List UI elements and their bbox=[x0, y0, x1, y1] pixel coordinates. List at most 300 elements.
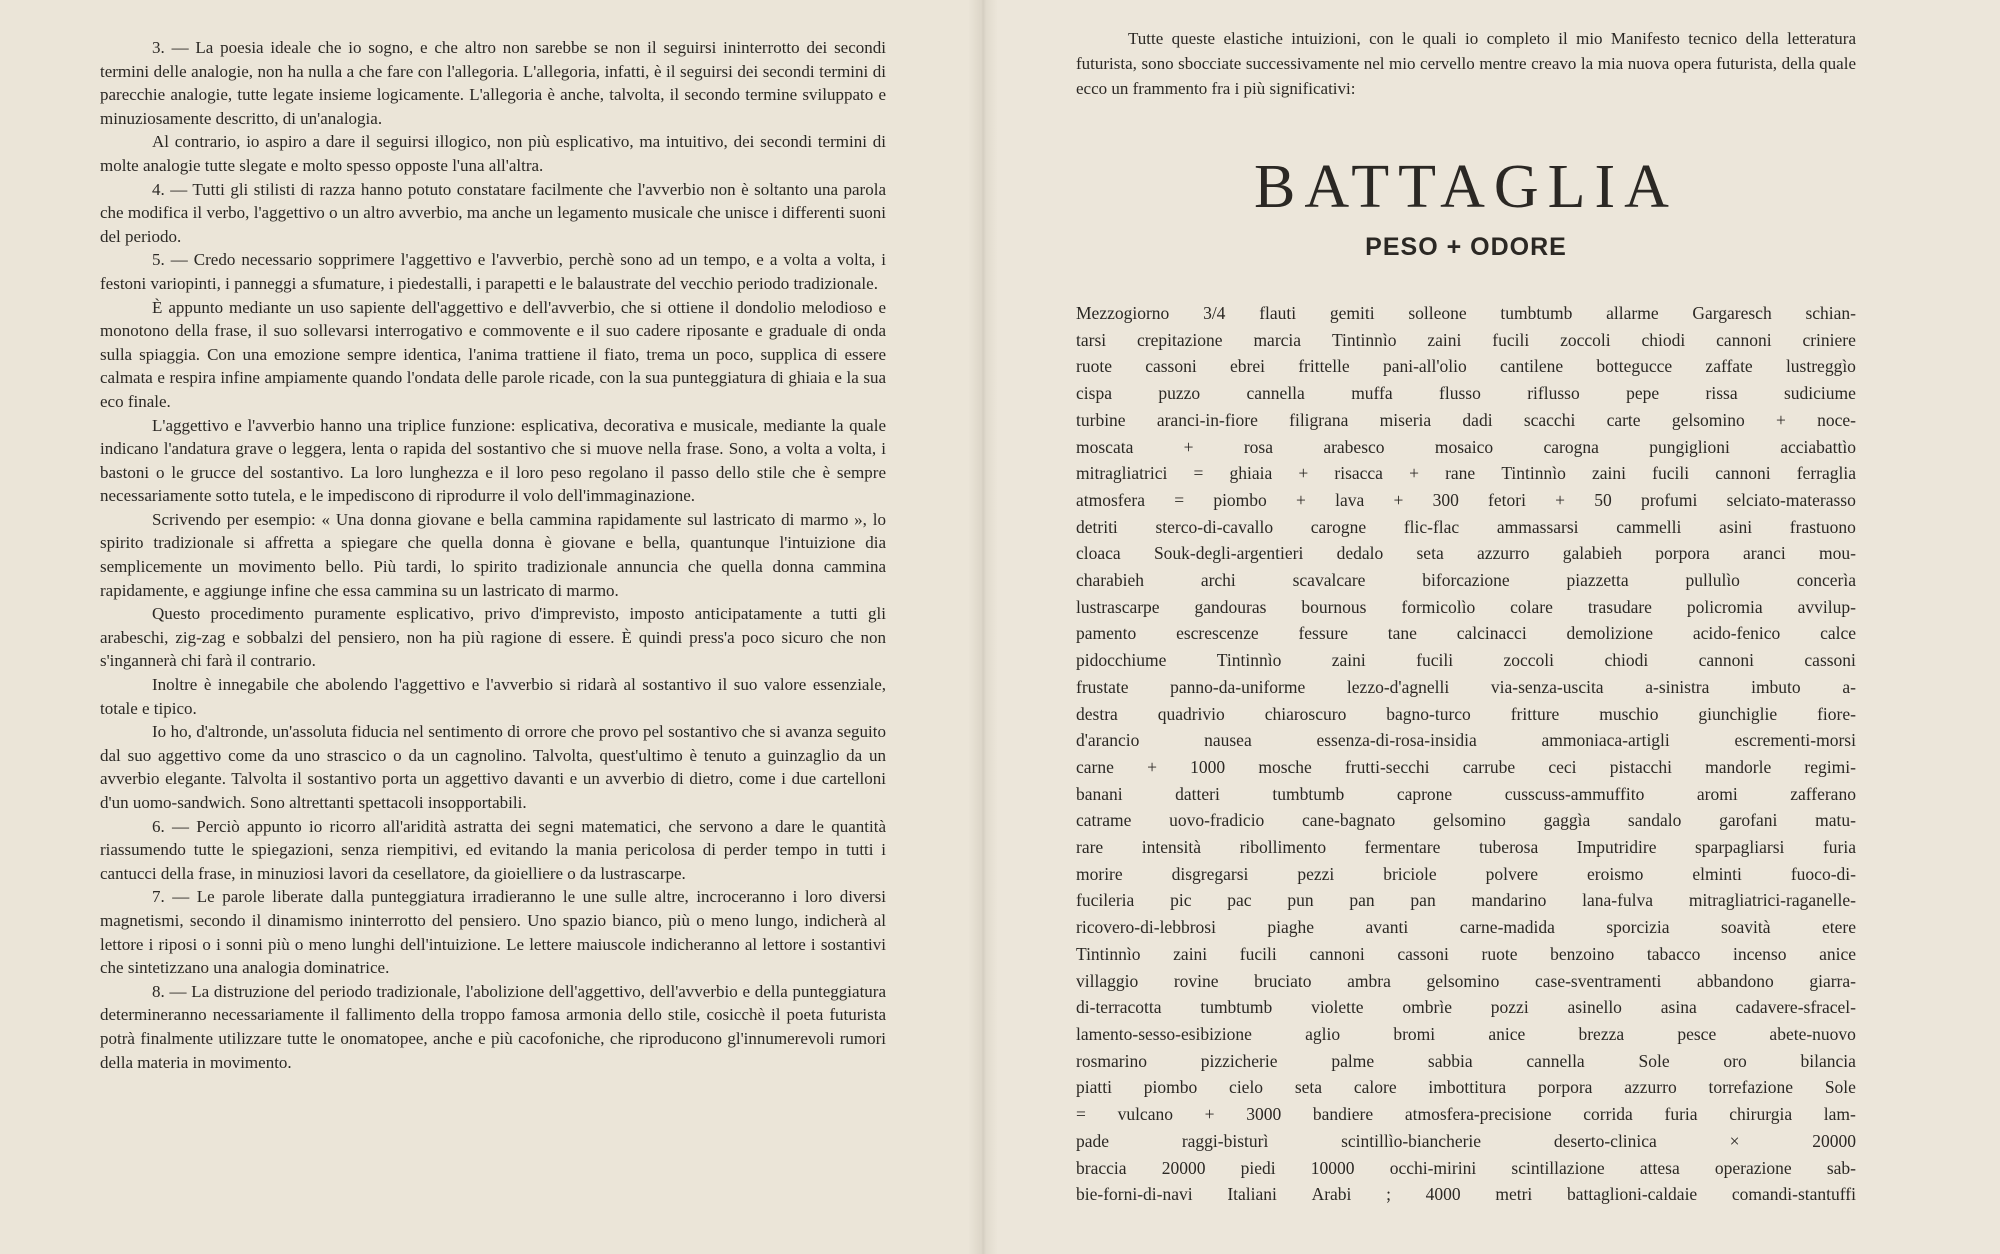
poem-word: pullulìo bbox=[1685, 570, 1740, 591]
poem-word: fermentare bbox=[1364, 837, 1441, 858]
poem-word: asina bbox=[1660, 997, 1697, 1018]
poem-subtitle: PESO + ODORE bbox=[1365, 233, 1567, 261]
poem-word: operazione bbox=[1714, 1157, 1792, 1178]
poem-word: lam- bbox=[1823, 1104, 1856, 1125]
poem-word: piedi bbox=[1240, 1157, 1276, 1178]
poem-word: zaini bbox=[1173, 943, 1208, 964]
poem-word: via-senza-uscita bbox=[1490, 676, 1604, 697]
poem-line bbox=[1076, 514, 1856, 541]
poem-word: marcia bbox=[1253, 329, 1302, 350]
poem-word: noce- bbox=[1817, 409, 1856, 430]
poem-word: azzurro bbox=[1624, 1077, 1677, 1098]
poem-word: cannoni bbox=[1715, 463, 1771, 484]
poem-word: carogne bbox=[1310, 516, 1367, 537]
poem-word: fessure bbox=[1298, 623, 1348, 644]
poem-word: incenso bbox=[1732, 943, 1787, 964]
poem-word: chirurgia bbox=[1729, 1104, 1793, 1125]
poem-line bbox=[1076, 941, 1856, 968]
poem-word: pidocchiume bbox=[1076, 650, 1167, 671]
poem-word: asinello bbox=[1567, 997, 1622, 1018]
poem-word: acciabattìo bbox=[1780, 436, 1856, 457]
poem-word: polvere bbox=[1485, 863, 1539, 884]
poem-line bbox=[1076, 861, 1856, 888]
poem-word: 300 bbox=[1432, 489, 1459, 510]
paragraph: Inoltre è innegabile che abolendo l'aggettivo e l'avverbio si ridarà al sostantivo il suo valore essenziale, totale e tipico. bbox=[100, 675, 886, 718]
poem-word: etere bbox=[1821, 917, 1856, 938]
poem-line bbox=[1076, 807, 1856, 834]
poem-word: piaghe bbox=[1267, 917, 1315, 938]
poem-word: vulcano bbox=[1117, 1104, 1173, 1125]
poem-word: uovo-fradicio bbox=[1169, 810, 1265, 831]
poem-word: demolizione bbox=[1566, 623, 1654, 644]
poem-line bbox=[1076, 1155, 1856, 1182]
poem-word: piombo bbox=[1213, 489, 1267, 510]
poem-word: 50 bbox=[1594, 489, 1612, 510]
poem-word: pamento bbox=[1076, 623, 1137, 644]
poem-word: acido-fenico bbox=[1692, 623, 1781, 644]
poem-word: mitragliatrici-raganelle- bbox=[1688, 890, 1856, 911]
poem-word: + bbox=[1204, 1104, 1215, 1125]
poem-word: Gargaresch bbox=[1692, 303, 1772, 323]
poem-word: Tintinnìo bbox=[1076, 943, 1141, 964]
poem-word: Sole bbox=[1824, 1077, 1856, 1098]
poem-line bbox=[1076, 1021, 1856, 1048]
poem-word: ; bbox=[1386, 1184, 1391, 1205]
poem-word: bandiere bbox=[1312, 1104, 1374, 1125]
poem-word: attesa bbox=[1639, 1157, 1680, 1178]
poem-word: zaini bbox=[1331, 650, 1366, 671]
poem-word: rovine bbox=[1173, 970, 1219, 991]
poem-word: pun bbox=[1287, 890, 1314, 911]
poem-word: piatti bbox=[1076, 1077, 1112, 1098]
poem-word: occhi-mirini bbox=[1389, 1157, 1477, 1178]
paragraph: Scrivendo per esempio: « Una donna giovane e bella cammina rapidamente sul lastricato di marmo », lo spirito tradizionale si affretta a spiegare che quella donna è giovane e bella, quantunque l'intuizione dia semplicemente un movimento bello. Più tardi, lo spirito tradizionale annuncia che quella donna cammina rapidamente, e aggiunge infine che essa cammina su un lastricato di marmo. bbox=[100, 509, 886, 600]
poem-word: tarsi bbox=[1076, 329, 1107, 350]
paragraph: 7. — Le parole liberate dalla punteggiatura irradieranno le une sulle altre, incroceranno i loro diversi magnetismi, secondo il dinamismo ininterrotto del pensiero. Uno spazio bianco, più o meno lungo, indicherà al lettore i riposi o i sonni più o meno lunghi dell'intuizione. Le lettere maiuscole indicheranno al lettore i sostantivi che sintetizzano una analogia dominatrice. bbox=[100, 887, 886, 978]
paragraph: È appunto mediante un uso sapiente dell'aggettivo e dell'avverbio, che si ottiene il dondolio melodioso e monotono della frase, il suo sollevarsi interrogativo e commovente e il suo cadere riposante e graduale di onda sulla spiaggia. Con una emozione sempre identica, l'anima trattiene il fiato, trema un poco, supplica di essere calmata e respira infine ampiamente quando l'ondata delle parole ricade, con la sua punteggiatura di ghiaia e la sua eco finale. bbox=[100, 297, 886, 411]
poem-word: Tintinnìo bbox=[1216, 650, 1282, 671]
poem-word: carte bbox=[1606, 409, 1641, 430]
poem-word: anice bbox=[1819, 943, 1856, 964]
poem-word: Italiani bbox=[1227, 1184, 1277, 1205]
poem-word: pepe bbox=[1626, 383, 1660, 404]
poem-line bbox=[1076, 434, 1856, 461]
poem-word: calce bbox=[1820, 623, 1856, 644]
poem-word: azzurro bbox=[1476, 543, 1530, 564]
poem-word: pizzicherie bbox=[1200, 1050, 1278, 1071]
poem-word: schian- bbox=[1805, 303, 1856, 323]
poem-word: charabieh bbox=[1076, 570, 1145, 591]
poem-word: trasudare bbox=[1587, 596, 1652, 617]
poem-word: crepitazione bbox=[1137, 329, 1223, 350]
poem-word: bottegucce bbox=[1596, 356, 1673, 377]
poem-word: deserto-clinica bbox=[1553, 1130, 1657, 1151]
poem-word: sparpagliarsi bbox=[1695, 837, 1785, 858]
poem-word: pani-all'olio bbox=[1382, 356, 1467, 377]
poem-line bbox=[1076, 567, 1856, 594]
poem-word: cispa bbox=[1076, 383, 1112, 404]
poem-word: gandouras bbox=[1194, 596, 1267, 617]
poem-word: allarme bbox=[1606, 303, 1659, 323]
poem-word: abbandono bbox=[1696, 970, 1774, 991]
poem-word: lamento-sesso-esibizione bbox=[1076, 1023, 1252, 1044]
poem-word: chiaroscuro bbox=[1264, 703, 1347, 724]
poem-word: quadrivio bbox=[1157, 703, 1225, 724]
poem-word: carrube bbox=[1462, 756, 1516, 777]
poem-word: 4000 bbox=[1425, 1184, 1461, 1205]
poem-word: matu- bbox=[1815, 810, 1856, 831]
poem-line bbox=[1076, 1074, 1856, 1101]
poem-word: + bbox=[1409, 463, 1419, 484]
poem-word: morire bbox=[1076, 863, 1123, 884]
poem-word: aglio bbox=[1305, 1023, 1341, 1044]
poem-word: tumbtumb bbox=[1272, 783, 1345, 804]
poem-word: destra bbox=[1076, 703, 1118, 724]
poem-word: fucili bbox=[1492, 329, 1530, 350]
poem-word: Mezzogiorno bbox=[1076, 303, 1170, 323]
poem-word: raggi-bisturì bbox=[1181, 1130, 1269, 1151]
poem-word: flusso bbox=[1439, 383, 1481, 404]
poem-word: colare bbox=[1510, 596, 1553, 617]
poem-word: comandi-stantuffi bbox=[1731, 1184, 1856, 1205]
poem-word: aranci-in-fiore bbox=[1156, 409, 1258, 430]
page-gutter bbox=[968, 0, 998, 1254]
paragraph: 5. — Credo necessario sopprimere l'aggettivo e l'avverbio, perchè sono ad un tempo, e a volta a volta, i festoni variopinti, i panneggi a sfumature, i piedestalli, i parapetti e le balaustrate del vecchio periodo tradizionale. bbox=[100, 250, 886, 293]
poem-word: cannoni bbox=[1309, 943, 1365, 964]
poem-word: disgregarsi bbox=[1171, 863, 1249, 884]
poem-line bbox=[1076, 647, 1856, 674]
poem-word: sudiciume bbox=[1783, 383, 1856, 404]
poem-word: mitragliatrici bbox=[1076, 463, 1168, 484]
poem-line bbox=[1076, 407, 1856, 434]
poem-word: scintillìo-biancherie bbox=[1341, 1130, 1482, 1151]
poem-word: zoccoli bbox=[1503, 650, 1555, 671]
poem-word: giunchiglie bbox=[1698, 703, 1778, 724]
right-text-column bbox=[1076, 26, 1856, 1208]
poem-word: carogna bbox=[1543, 436, 1599, 457]
poem-word: scavalcare bbox=[1292, 570, 1366, 591]
poem-word: dedalo bbox=[1336, 543, 1384, 564]
poem-word: flauti bbox=[1259, 303, 1297, 323]
poem-word: zaffate bbox=[1705, 356, 1753, 377]
poem-word: a- bbox=[1842, 676, 1856, 697]
left-text-column bbox=[100, 36, 886, 1074]
poem-word: di-terracotta bbox=[1076, 997, 1162, 1018]
poem-word: tane bbox=[1387, 623, 1417, 644]
poem-word: fucili bbox=[1239, 943, 1277, 964]
poem-word: cantilene bbox=[1500, 356, 1564, 377]
poem-word: 3000 bbox=[1246, 1104, 1282, 1125]
poem-word: rane bbox=[1445, 463, 1476, 484]
left-page bbox=[0, 0, 980, 1254]
poem-word: scintillazione bbox=[1511, 1157, 1605, 1178]
poem-word: turbine bbox=[1076, 409, 1126, 430]
poem-word: galabieh bbox=[1562, 543, 1622, 564]
poem-word: escrementi-morsi bbox=[1734, 730, 1856, 751]
paragraph: 6. — Perciò appunto io ricorro all'aridità astratta dei segni matematici, che servono a dare le quantità riassumendo tutte le spiegazioni, senza riempitivi, ed evitando la mania pericolosa di perder tempo in tutti i cantucci della frase, in minuziosi lavori da cesellatore, da gioielliere o da lustrascarpe. bbox=[100, 816, 886, 883]
poem-word: lana-fulva bbox=[1582, 890, 1654, 911]
poem-word: detriti bbox=[1076, 516, 1118, 537]
poem-word: atmosfera bbox=[1076, 489, 1145, 510]
poem-word: Sole bbox=[1638, 1050, 1670, 1071]
poem-word: cusscuss-ammuffito bbox=[1504, 783, 1645, 804]
paragraph: Io ho, d'altronde, un'assoluta fiducia nel sentimento di orrore che provo pel sostantivo che si avanza seguito dal suo aggettivo come da uno strascico o da un cagnolino. Talvolta, quest'ultimo è tenuto a guinzaglio da un avverbio elegante. Talvolta il sostantivo porta un aggettivo davanti e un avverbio di dietro, come i due cartelloni d'un uomo-sandwich. Sono altrettanti spettacoli insopportabili. bbox=[100, 722, 886, 812]
poem-line bbox=[1076, 701, 1856, 728]
poem-word: muffa bbox=[1351, 383, 1393, 404]
poem-word: arabesco bbox=[1323, 436, 1385, 457]
poem-word: calore bbox=[1353, 1077, 1397, 1098]
poem-word: aromi bbox=[1696, 783, 1738, 804]
poem-line bbox=[1076, 1128, 1856, 1155]
poem-word: + bbox=[1147, 756, 1157, 777]
poem-word: furia bbox=[1664, 1104, 1698, 1125]
poem-word: aranci bbox=[1742, 543, 1786, 564]
poem-word: mosaico bbox=[1434, 436, 1494, 457]
paragraph: 4. — Tutti gli stilisti di razza hanno potuto constatare facilmente che l'avverbio non è soltanto una parola che modifica il verbo, l'aggettivo o un altro avverbio, ma anche un legamento musicale che unisce i differenti suoni del periodo. bbox=[100, 179, 886, 246]
poem-word: gaggìa bbox=[1543, 810, 1591, 831]
poem-word: chiodi bbox=[1604, 650, 1649, 671]
poem-word: eroismo bbox=[1587, 863, 1644, 884]
poem-word: + bbox=[1298, 463, 1309, 484]
poem-word: cielo bbox=[1229, 1077, 1264, 1098]
poem-word: fuoco-di- bbox=[1790, 863, 1856, 884]
poem-word: banani bbox=[1076, 783, 1123, 804]
paragraph: 3. — La poesia ideale che io sogno, e che altro non sarebbe se non il seguirsi ininterrotto dei secondi termini delle analogie, non ha nulla a che fare con l'allegoria. L'allegoria, infatti, è il seguirsi dei secondi termini di parecchie analogie, tutte legate insieme logicamente. L'allegoria è anche, talvolta, il secondo termine sviluppato e minuziosamente descritto, di un'analogia. bbox=[100, 38, 886, 128]
poem-body bbox=[1076, 300, 1856, 1208]
poem-word: ceci bbox=[1548, 756, 1577, 777]
poem-word: case-sventramenti bbox=[1534, 970, 1662, 991]
paragraph: Al contrario, io aspiro a dare il seguirsi illogico, non più esplicativo, ma intuitivo, dei secondi termini di molte analogie tutte slegate e molto spesso opposte l'una all'altra. bbox=[100, 132, 886, 175]
poem-word: d'arancio bbox=[1076, 730, 1140, 751]
poem-word: imbottitura bbox=[1428, 1077, 1507, 1098]
poem-word: pesce bbox=[1677, 1023, 1717, 1044]
poem-word: ebrei bbox=[1229, 356, 1265, 377]
poem-word: essenza-di-rosa-insidia bbox=[1316, 730, 1477, 751]
poem-word: villaggio bbox=[1076, 970, 1139, 991]
poem-word: mandorle bbox=[1705, 756, 1772, 777]
poem-word: piazzetta bbox=[1566, 570, 1629, 591]
poem-word: riflusso bbox=[1527, 383, 1580, 404]
poem-word: 1000 bbox=[1190, 756, 1226, 777]
poem-word: metri bbox=[1495, 1184, 1533, 1205]
poem-word: dadi bbox=[1462, 409, 1493, 430]
poem-word: piombo bbox=[1143, 1077, 1198, 1098]
poem-word: ribollimento bbox=[1239, 837, 1327, 858]
poem-word: + bbox=[1183, 436, 1194, 457]
poem-word: lezzo-d'agnelli bbox=[1346, 676, 1450, 697]
poem-word: catrame bbox=[1076, 810, 1132, 831]
poem-word: zoccoli bbox=[1560, 329, 1611, 350]
poem-word: a-sinistra bbox=[1645, 676, 1710, 697]
poem-word: cane-bagnato bbox=[1302, 810, 1396, 831]
poem-word: cassoni bbox=[1397, 943, 1449, 964]
poem-word: + bbox=[1775, 409, 1786, 430]
poem-word: mandarino bbox=[1471, 890, 1547, 911]
poem-word: tumbtumb bbox=[1200, 997, 1273, 1018]
poem-word: lava bbox=[1335, 489, 1365, 510]
poem-word: datteri bbox=[1175, 783, 1220, 804]
poem-word: ruote bbox=[1481, 943, 1518, 964]
poem-word: pic bbox=[1170, 890, 1192, 911]
poem-word: ghiaia bbox=[1229, 463, 1273, 484]
poem-word: Arabi bbox=[1311, 1184, 1352, 1205]
poem-word: fucili bbox=[1652, 463, 1690, 484]
poem-word: 3/4 bbox=[1203, 303, 1226, 323]
poem-line bbox=[1076, 540, 1856, 567]
poem-word: archi bbox=[1200, 570, 1236, 591]
poem-word: pistacchi bbox=[1609, 756, 1672, 777]
poem-word: zafferano bbox=[1790, 783, 1856, 804]
poem-word: ammoniaca-artigli bbox=[1541, 730, 1670, 751]
poem-line bbox=[1076, 674, 1856, 701]
poem-word: ombrìe bbox=[1402, 997, 1452, 1018]
poem-word: briciole bbox=[1383, 863, 1437, 884]
poem-line bbox=[1076, 1181, 1856, 1208]
poem-word: pan bbox=[1410, 890, 1436, 911]
poem-word: garofani bbox=[1719, 810, 1778, 831]
poem-word: elminti bbox=[1692, 863, 1742, 884]
poem-word: bie-forni-di-navi bbox=[1076, 1184, 1193, 1205]
poem-word: sandalo bbox=[1627, 810, 1682, 831]
poem-word: violette bbox=[1311, 997, 1364, 1018]
poem-word: lustreggìo bbox=[1785, 356, 1856, 377]
poem-line bbox=[1076, 380, 1856, 407]
poem-word: = bbox=[1174, 489, 1185, 510]
poem-word: battaglioni-caldaie bbox=[1566, 1184, 1698, 1205]
poem-word: flic-flac bbox=[1403, 516, 1460, 537]
poem-word: soavità bbox=[1720, 917, 1771, 938]
poem-word: rare bbox=[1076, 837, 1104, 858]
poem-line bbox=[1076, 327, 1856, 354]
poem-word: formicolìo bbox=[1401, 596, 1476, 617]
poem-word: muschio bbox=[1599, 703, 1659, 724]
poem-word: 20000 bbox=[1161, 1157, 1206, 1178]
poem-word: pade bbox=[1076, 1130, 1110, 1151]
poem-word: tumbtumb bbox=[1500, 303, 1573, 323]
poem-word: fetori bbox=[1488, 489, 1526, 510]
poem-word: carne-madida bbox=[1459, 917, 1555, 938]
poem-word: scacchi bbox=[1523, 409, 1576, 430]
poem-line bbox=[1076, 781, 1856, 808]
poem-word: giarra- bbox=[1809, 970, 1856, 991]
poem-title: BATTAGLIA bbox=[1254, 153, 1678, 221]
poem-line bbox=[1076, 594, 1856, 621]
poem-word: cannella bbox=[1526, 1050, 1585, 1071]
poem-word: fiore- bbox=[1817, 703, 1856, 724]
poem-word: pungiglioni bbox=[1649, 436, 1730, 457]
poem-word: rosa bbox=[1243, 436, 1273, 457]
poem-word: × bbox=[1729, 1130, 1740, 1151]
poem-word: cloaca bbox=[1076, 543, 1121, 564]
poem-word: + bbox=[1393, 489, 1404, 510]
poem-word: filigrana bbox=[1289, 409, 1349, 430]
intro-paragraph: Tutte queste elastiche intuizioni, con le quali io completo il mio Manifesto tecnico della letteratura futurista, sono sbocciate successivamente nel mio cervello mentre creavo la mia nuova opera futurista, della quale ecco un frammento fra i più significativi: bbox=[1076, 29, 1856, 98]
poem-word: sabbia bbox=[1427, 1050, 1473, 1071]
poem-word: miseria bbox=[1379, 409, 1432, 430]
poem-word: calcinacci bbox=[1456, 623, 1527, 644]
poem-word: abete-nuovo bbox=[1769, 1023, 1856, 1044]
poem-word: ricovero-di-lebbrosi bbox=[1076, 917, 1216, 938]
poem-word: seta bbox=[1416, 543, 1444, 564]
poem-word: = bbox=[1076, 1104, 1086, 1125]
poem-word: risacca bbox=[1334, 463, 1383, 484]
poem-word: 20000 bbox=[1812, 1130, 1856, 1151]
poem-word: frustate bbox=[1076, 676, 1129, 697]
poem-word: atmosfera-precisione bbox=[1404, 1104, 1552, 1125]
poem-word: gelsomino bbox=[1671, 409, 1745, 430]
poem-word: chiodi bbox=[1641, 329, 1686, 350]
poem-word: ruote bbox=[1076, 356, 1112, 377]
poem-word: avanti bbox=[1365, 917, 1409, 938]
poem-line bbox=[1076, 727, 1856, 754]
poem-line bbox=[1076, 620, 1856, 647]
poem-word: escrescenze bbox=[1176, 623, 1259, 644]
poem-word: tabacco bbox=[1646, 943, 1701, 964]
poem-word: palme bbox=[1331, 1050, 1375, 1071]
poem-line bbox=[1076, 1048, 1856, 1075]
poem-line bbox=[1076, 914, 1856, 941]
poem-word: zaini bbox=[1591, 463, 1626, 484]
poem-line bbox=[1076, 1101, 1856, 1128]
poem-word: fucileria bbox=[1076, 890, 1135, 911]
poem-word: policromia bbox=[1686, 596, 1763, 617]
poem-line bbox=[1076, 353, 1856, 380]
poem-word: gelsomino bbox=[1432, 810, 1506, 831]
poem-word: pan bbox=[1349, 890, 1375, 911]
poem-word: profumi bbox=[1640, 489, 1698, 510]
poem-line bbox=[1076, 460, 1856, 487]
poem-word: bruciato bbox=[1254, 970, 1312, 991]
poem-word: tuberosa bbox=[1478, 837, 1539, 858]
poem-line bbox=[1076, 994, 1856, 1021]
poem-word: bilancia bbox=[1800, 1050, 1856, 1071]
poem-word: mosche bbox=[1258, 756, 1312, 777]
poem-word: gelsomino bbox=[1426, 970, 1500, 991]
poem-word: Tintinnìo bbox=[1501, 463, 1566, 484]
poem-word: pac bbox=[1227, 890, 1252, 911]
poem-word: porpora bbox=[1655, 543, 1710, 564]
poem-word: cannoni bbox=[1698, 650, 1754, 671]
poem-word: avvilup- bbox=[1797, 596, 1856, 617]
poem-word: pezzi bbox=[1297, 863, 1335, 884]
poem-word: + bbox=[1296, 489, 1306, 510]
poem-word: cannoni bbox=[1716, 329, 1772, 350]
poem-word: ambra bbox=[1347, 970, 1391, 991]
poem-word: benzoino bbox=[1550, 943, 1615, 964]
poem-word: nausea bbox=[1204, 730, 1252, 751]
poem-word: braccia bbox=[1076, 1157, 1127, 1178]
poem-word: zaini bbox=[1427, 329, 1462, 350]
poem-word: lustrascarpe bbox=[1076, 596, 1160, 617]
poem-word: cammelli bbox=[1616, 516, 1682, 537]
poem-word: sporcizia bbox=[1606, 917, 1670, 938]
poem-word: caprone bbox=[1396, 783, 1453, 804]
poem-word: imbuto bbox=[1751, 676, 1801, 697]
poem-word: fucili bbox=[1416, 650, 1454, 671]
poem-word: + bbox=[1555, 489, 1566, 510]
poem-word: asini bbox=[1719, 516, 1753, 537]
poem-word: Tintinnìo bbox=[1331, 329, 1397, 350]
poem-word: puzzo bbox=[1158, 383, 1201, 404]
poem-line bbox=[1076, 300, 1856, 327]
poem-line bbox=[1076, 487, 1856, 514]
poem-word: anice bbox=[1488, 1023, 1526, 1044]
poem-word: furia bbox=[1822, 837, 1856, 858]
poem-word: 10000 bbox=[1310, 1157, 1355, 1178]
poem-word: bournous bbox=[1301, 596, 1367, 617]
poem-line bbox=[1076, 968, 1856, 995]
poem-word: concerìa bbox=[1796, 570, 1856, 591]
